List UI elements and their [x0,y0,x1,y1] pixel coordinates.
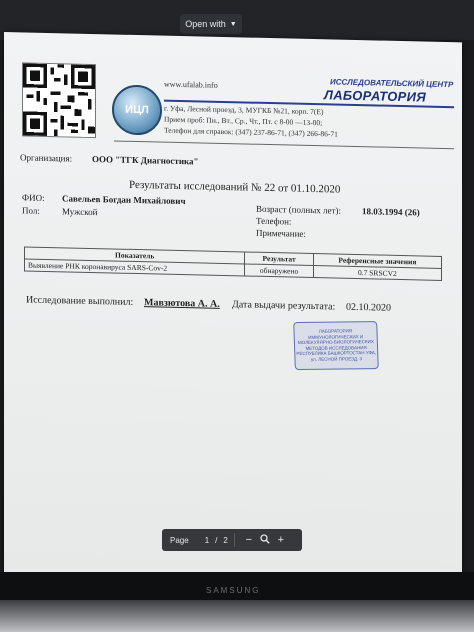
zoom-icon[interactable] [257,534,273,547]
page-separator: / [215,535,218,545]
sex-value: Мужской [62,206,98,218]
age-value: 18.03.1994 (26) [362,206,420,218]
results-title: Результаты исследований № 22 от 01.10.2020 [129,178,341,196]
lab-address-line: г. Уфа, Лесной проезд, 3, МУГКБ №21, корп. 7(Е) [164,103,324,117]
issue-date-value: 02.10.2020 [346,301,391,314]
fio-label: ФИО: [22,192,45,203]
open-with-label: Open with [185,19,226,29]
header-bottom-divider [114,140,454,149]
note-label: Примечание: [256,227,306,239]
zoom-in-button[interactable]: + [277,534,285,546]
performed-label: Исследование выполнил: [26,294,134,308]
table-header-result: Результат [245,252,313,266]
cell-result: обнаружено [245,264,313,278]
cell-reference: 0.7 SRSCV2 [313,266,441,281]
lab-title: ЛАБОРАТОРИЯ [324,87,427,105]
lab-phone-line: Телефон для справок: (347) 237-86-71, (347) 266-86-71 [164,125,338,139]
page-label: Page [170,535,189,545]
controls-divider [234,533,235,547]
zoom-out-button[interactable]: − [245,534,253,546]
org-value: ООО "ТГК Диагностика" [92,153,199,167]
monitor-brand: SAMSUNG [206,586,261,595]
monitor-stand [0,600,474,632]
cell-indicator: Выявление РНК коронавируса SARS-Cov-2 [25,259,245,276]
fio-value: Савельев Богдан Михайлович [62,193,186,207]
phone-label: Телефон: [256,215,292,227]
lab-website: www.ufalab.info [164,79,218,90]
issue-date-label: Дата выдачи результата: [232,299,336,313]
lab-logo [112,84,162,135]
lab-hours-line: Прием проб: Пн., Вт., Ср., Чт., Пт. с 8-00 —13-00; [164,114,323,128]
magnifier-icon [260,534,270,544]
table-header-indicator: Показатель [25,247,245,264]
page-current[interactable]: 1 [204,535,210,545]
page-controls [162,529,302,551]
qr-code [22,62,96,138]
age-label: Возраст (полных лет): [256,203,341,216]
open-with-button[interactable] [180,14,242,34]
sex-label: Пол: [22,205,40,216]
document-page [4,32,462,582]
performed-value: Мавзютова А. А. [144,297,220,310]
page-total: 2 [223,535,228,545]
table-header-reference: Референсные значения [313,254,441,269]
org-label: Организация: [20,152,73,164]
results-table [24,246,442,280]
chevron-down-icon: ▼ [229,20,237,28]
stamp-text: ЛАБОРАТОРИЯ ИММУНОЛОГИЧЕСКИХ И МОЛЕКУЛЯРНО-БИОЛОГИЧЕСКИХ МЕТОДОВ ИССЛЕДОВАНИЯ РЕСПУБЛИКА БАШКОРТОСТАН УФА, ул. ЛЕСНОЙ ПРОЕЗД, 3 [296,328,377,362]
lab-center-title: ИССЛЕДОВАТЕЛЬСКИЙ ЦЕНТР [330,77,454,90]
lab-logo-text: ИЦЛ [125,103,149,117]
lab-stamp [293,321,379,370]
